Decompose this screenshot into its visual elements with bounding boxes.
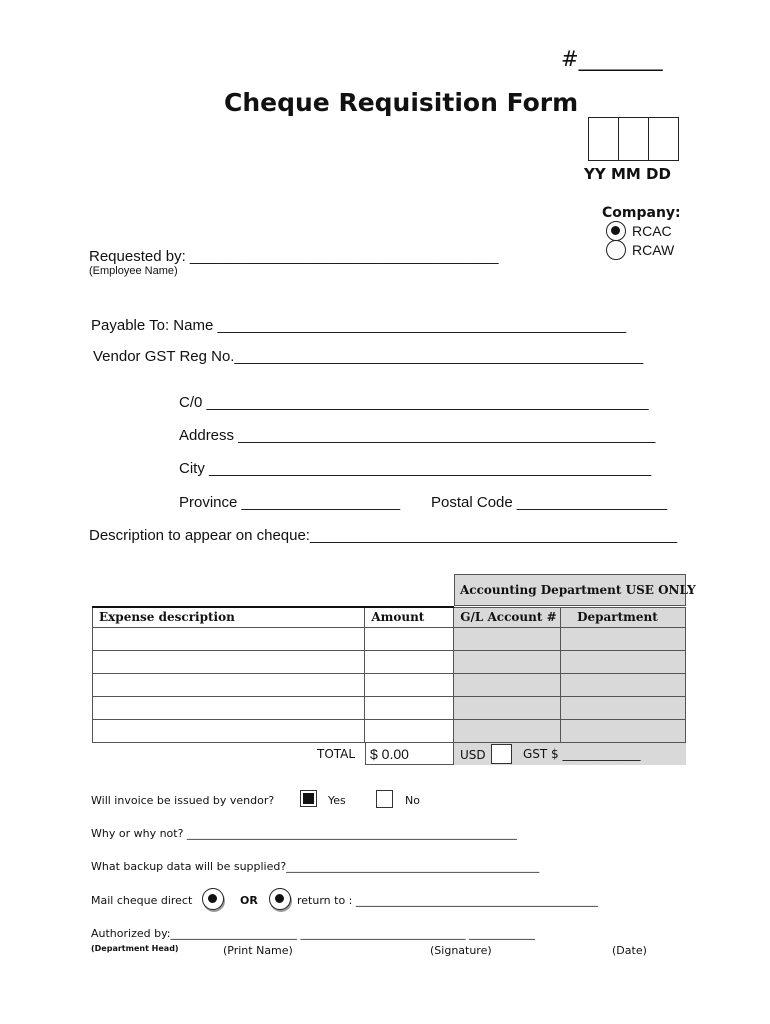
print-name-hint: (Print Name) bbox=[223, 944, 293, 957]
table-row bbox=[93, 650, 686, 673]
gst-field[interactable]: GST $ _____________ bbox=[523, 747, 641, 761]
date-label: YY MM DD bbox=[584, 165, 671, 183]
department-head-hint: (Department Head) bbox=[91, 944, 179, 953]
or-label: OR bbox=[240, 894, 258, 907]
amount-cell[interactable] bbox=[365, 719, 454, 742]
co-field[interactable]: C/0 _____________________________________________________ bbox=[179, 394, 649, 411]
expense-description-cell[interactable] bbox=[93, 650, 365, 673]
vendor-gst-field[interactable]: Vendor GST Reg No._________________________________________________ bbox=[93, 348, 644, 365]
city-field[interactable]: City _____________________________________________________ bbox=[179, 460, 652, 477]
usd-label: USD bbox=[460, 748, 486, 762]
requested-by-field[interactable]: Requested by: _____________________________________ bbox=[89, 248, 499, 265]
return-to-field[interactable]: return to : ____________________________________________ bbox=[297, 894, 598, 907]
page-title: Cheque Requisition Form bbox=[224, 88, 579, 117]
date-hint: (Date) bbox=[612, 944, 647, 957]
col-gl-account: G/L Account # bbox=[454, 607, 561, 627]
department-cell[interactable] bbox=[561, 696, 686, 719]
accounting-use-only-header: Accounting Department USE ONLY bbox=[454, 574, 686, 606]
mail-cheque-label: Mail cheque direct bbox=[91, 894, 193, 907]
amount-cell[interactable] bbox=[365, 650, 454, 673]
amount-cell[interactable] bbox=[365, 696, 454, 719]
company-label: Company: bbox=[602, 205, 681, 221]
invoice-no-checkbox[interactable] bbox=[376, 790, 393, 808]
table-row bbox=[93, 673, 686, 696]
company-rcaw-label: RCAW bbox=[632, 242, 675, 258]
amount-cell[interactable] bbox=[365, 673, 454, 696]
col-department: Department bbox=[561, 607, 686, 627]
company-rcac-label: RCAC bbox=[632, 223, 672, 239]
why-field[interactable]: Why or why not? ____________________________________________________________ bbox=[91, 827, 517, 840]
expense-description-cell[interactable] bbox=[93, 719, 365, 742]
gl-account-cell[interactable] bbox=[454, 650, 561, 673]
payable-to-name-field[interactable]: Payable To: Name _________________________________________________ bbox=[91, 317, 627, 334]
gl-account-cell[interactable] bbox=[454, 719, 561, 742]
invoice-no-label: No bbox=[405, 794, 420, 807]
col-amount: Amount bbox=[365, 607, 454, 627]
signature-hint: (Signature) bbox=[430, 944, 492, 957]
table-row bbox=[93, 719, 686, 742]
form-number: #________ bbox=[561, 47, 663, 71]
department-cell[interactable] bbox=[561, 650, 686, 673]
invoice-question: Will invoice be issued by vendor? bbox=[91, 794, 275, 807]
col-expense-description: Expense description bbox=[93, 607, 365, 627]
gl-account-cell[interactable] bbox=[454, 627, 561, 650]
expense-description-cell[interactable] bbox=[93, 627, 365, 650]
amount-cell[interactable] bbox=[365, 627, 454, 650]
expense-table-header bbox=[93, 607, 686, 627]
gl-account-cell[interactable] bbox=[454, 696, 561, 719]
table-row bbox=[93, 696, 686, 719]
gl-account-cell[interactable] bbox=[454, 673, 561, 696]
department-cell[interactable] bbox=[561, 719, 686, 742]
table-row bbox=[93, 627, 686, 650]
total-amount-field[interactable]: $ 0.00 bbox=[365, 743, 454, 765]
company-rcaw-radio[interactable] bbox=[606, 240, 626, 260]
invoice-yes-checkbox[interactable] bbox=[300, 790, 317, 807]
company-rcac-radio[interactable] bbox=[606, 221, 626, 241]
address-field[interactable]: Address __________________________________________________ bbox=[179, 427, 656, 444]
expense-description-cell[interactable] bbox=[93, 696, 365, 719]
expense-table bbox=[92, 606, 686, 743]
postal-code-field[interactable]: Postal Code __________________ bbox=[431, 494, 668, 511]
date-year-box[interactable] bbox=[589, 118, 619, 160]
backup-data-field[interactable]: What backup data will be supplied?______________________________________________ bbox=[91, 860, 540, 873]
department-cell[interactable] bbox=[561, 673, 686, 696]
usd-checkbox[interactable] bbox=[491, 744, 512, 764]
department-cell[interactable] bbox=[561, 627, 686, 650]
invoice-yes-label: Yes bbox=[328, 794, 346, 807]
authorized-by-field[interactable]: Authorized by:_______________________ ______________________________ ____________ bbox=[91, 927, 536, 940]
total-label: TOTAL bbox=[317, 747, 356, 761]
province-field[interactable]: Province ___________________ bbox=[179, 494, 401, 511]
date-boxes[interactable] bbox=[588, 117, 679, 161]
date-month-box[interactable] bbox=[619, 118, 649, 160]
date-day-box[interactable] bbox=[649, 118, 678, 160]
mail-direct-radio[interactable] bbox=[202, 888, 224, 910]
return-to-radio[interactable] bbox=[269, 888, 291, 910]
employee-name-hint: (Employee Name) bbox=[89, 265, 178, 277]
cheque-description-field[interactable]: Description to appear on cheque:____________________________________________ bbox=[89, 527, 678, 544]
expense-description-cell[interactable] bbox=[93, 673, 365, 696]
